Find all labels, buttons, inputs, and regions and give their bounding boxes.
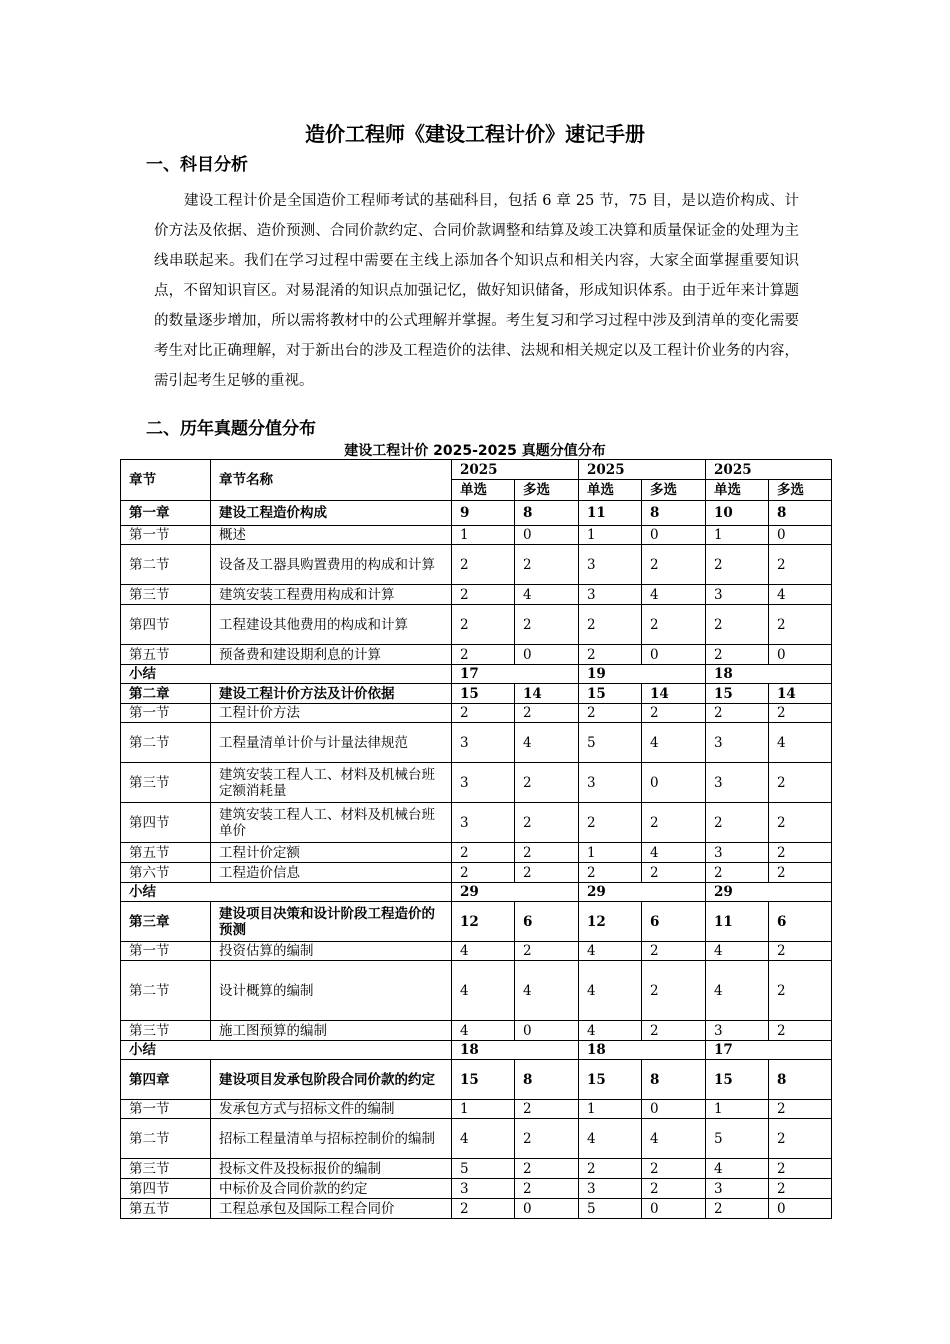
chapter-cell: 第五节 xyxy=(121,1199,211,1219)
table-row xyxy=(121,645,832,665)
score-cell: 2 xyxy=(579,645,642,665)
score-cell: 2 xyxy=(642,1179,706,1199)
score-cell: 4 xyxy=(452,1119,515,1159)
score-cell: 8 xyxy=(642,1060,706,1100)
chapter-name-cell: 设计概算的编制 xyxy=(211,961,452,1021)
score-cell: 2 xyxy=(769,704,832,723)
chapter-name-cell: 建设工程造价构成 xyxy=(211,501,452,526)
chapter-cell: 第四节 xyxy=(121,803,211,843)
chapter-name-cell: 建设工程计价方法及计价依据 xyxy=(211,684,452,704)
chapter-row xyxy=(121,684,832,704)
score-cell: 2 xyxy=(769,803,832,843)
score-cell: 0 xyxy=(642,1199,706,1219)
subtotal-row xyxy=(121,1041,832,1060)
header-chapter-name: 章节名称 xyxy=(211,460,452,501)
score-cell: 4 xyxy=(579,961,642,1021)
score-cell: 2 xyxy=(515,605,579,645)
table-row xyxy=(121,723,832,763)
subtotal-value: 29 xyxy=(706,883,832,902)
subtotal-value: 18 xyxy=(452,1041,579,1060)
score-cell: 2 xyxy=(706,1199,769,1219)
chapter-name-cell: 招标工程量清单与招标控制价的编制 xyxy=(211,1119,452,1159)
score-cell: 14 xyxy=(769,684,832,704)
score-cell: 2 xyxy=(769,843,832,863)
score-cell: 0 xyxy=(769,1199,832,1219)
chapter-row xyxy=(121,501,832,526)
score-cell: 2 xyxy=(642,1021,706,1041)
score-cell: 6 xyxy=(515,902,579,942)
chapter-name-cell: 工程计价方法 xyxy=(211,704,452,723)
score-cell: 10 xyxy=(706,501,769,526)
subtotal-label: 小结 xyxy=(121,883,452,902)
score-cell: 2 xyxy=(515,803,579,843)
score-cell: 2 xyxy=(515,1100,579,1119)
score-cell: 2 xyxy=(769,942,832,961)
score-cell: 4 xyxy=(642,1119,706,1159)
score-cell: 2 xyxy=(515,863,579,883)
chapter-cell: 第六节 xyxy=(121,863,211,883)
score-cell: 2 xyxy=(515,545,579,585)
chapter-cell: 第二章 xyxy=(121,684,211,704)
score-cell: 0 xyxy=(769,645,832,665)
score-cell: 2 xyxy=(452,545,515,585)
score-cell: 3 xyxy=(706,1179,769,1199)
score-cell: 2 xyxy=(642,605,706,645)
score-cell: 2 xyxy=(642,1159,706,1179)
chapter-cell: 第三节 xyxy=(121,585,211,605)
score-cell: 4 xyxy=(515,723,579,763)
chapter-name-cell: 建筑安装工程费用构成和计算 xyxy=(211,585,452,605)
score-cell: 3 xyxy=(706,843,769,863)
table-row xyxy=(121,704,832,723)
score-cell: 14 xyxy=(515,684,579,704)
table-row xyxy=(121,1159,832,1179)
score-cell: 6 xyxy=(769,902,832,942)
chapter-cell: 第三节 xyxy=(121,1159,211,1179)
table-row xyxy=(121,843,832,863)
score-cell: 2 xyxy=(642,942,706,961)
score-cell: 4 xyxy=(706,942,769,961)
header-multi-choice: 多选 xyxy=(642,480,706,501)
score-cell: 15 xyxy=(452,684,515,704)
score-cell: 2 xyxy=(769,1021,832,1041)
score-cell: 3 xyxy=(706,723,769,763)
score-cell: 2 xyxy=(579,803,642,843)
score-cell: 4 xyxy=(452,961,515,1021)
score-cell: 15 xyxy=(706,1060,769,1100)
score-cell: 2 xyxy=(452,605,515,645)
score-cell: 3 xyxy=(706,1021,769,1041)
score-cell: 5 xyxy=(579,723,642,763)
score-cell: 1 xyxy=(579,526,642,545)
score-cell: 4 xyxy=(452,942,515,961)
score-cell: 15 xyxy=(579,684,642,704)
score-cell: 2 xyxy=(579,1159,642,1179)
subtotal-row xyxy=(121,665,832,684)
score-cell: 3 xyxy=(452,803,515,843)
table-row xyxy=(121,961,832,1021)
score-cell: 1 xyxy=(706,1100,769,1119)
score-cell: 15 xyxy=(452,1060,515,1100)
table-row xyxy=(121,942,832,961)
score-cell: 2 xyxy=(769,1100,832,1119)
chapter-name-cell: 概述 xyxy=(211,526,452,545)
score-cell: 3 xyxy=(579,763,642,803)
score-cell: 3 xyxy=(452,723,515,763)
score-cell: 2 xyxy=(769,1119,832,1159)
score-cell: 2 xyxy=(452,1199,515,1219)
header-single-choice: 单选 xyxy=(579,480,642,501)
score-cell: 2 xyxy=(769,863,832,883)
score-cell: 0 xyxy=(769,526,832,545)
score-cell: 6 xyxy=(642,902,706,942)
score-cell: 4 xyxy=(579,942,642,961)
score-cell: 9 xyxy=(452,501,515,526)
table-row xyxy=(121,1179,832,1199)
score-cell: 2 xyxy=(515,1119,579,1159)
chapter-cell: 第一节 xyxy=(121,704,211,723)
score-cell: 2 xyxy=(642,961,706,1021)
header-multi-choice: 多选 xyxy=(769,480,832,501)
score-cell: 3 xyxy=(579,545,642,585)
score-cell: 4 xyxy=(579,1021,642,1041)
score-cell: 1 xyxy=(452,1100,515,1119)
score-cell: 5 xyxy=(452,1159,515,1179)
score-cell: 5 xyxy=(579,1199,642,1219)
score-cell: 2 xyxy=(642,545,706,585)
score-cell: 12 xyxy=(579,902,642,942)
score-cell: 4 xyxy=(706,1159,769,1179)
score-cell: 3 xyxy=(579,585,642,605)
header-year: 2025 xyxy=(579,460,706,480)
header-single-choice: 单选 xyxy=(452,480,515,501)
chapter-name-cell: 工程造价信息 xyxy=(211,863,452,883)
chapter-name-cell: 建筑安装工程人工、材料及机械台班单价 xyxy=(211,803,452,843)
score-cell: 8 xyxy=(515,1060,579,1100)
score-cell: 11 xyxy=(579,501,642,526)
score-cell: 0 xyxy=(642,763,706,803)
score-cell: 2 xyxy=(515,942,579,961)
chapter-name-cell: 施工图预算的编制 xyxy=(211,1021,452,1041)
score-cell: 4 xyxy=(515,961,579,1021)
subtotal-value: 18 xyxy=(706,665,832,684)
score-cell: 15 xyxy=(706,684,769,704)
score-cell: 4 xyxy=(515,585,579,605)
chapter-row xyxy=(121,902,832,942)
chapter-name-cell: 发承包方式与招标文件的编制 xyxy=(211,1100,452,1119)
table-row xyxy=(121,1119,832,1159)
score-cell: 2 xyxy=(706,645,769,665)
score-cell: 2 xyxy=(579,605,642,645)
subtotal-value: 17 xyxy=(452,665,579,684)
score-cell: 2 xyxy=(452,645,515,665)
score-cell: 2 xyxy=(515,1179,579,1199)
header-single-choice: 单选 xyxy=(706,480,769,501)
score-cell: 4 xyxy=(769,723,832,763)
chapter-cell: 第二节 xyxy=(121,1119,211,1159)
table-row xyxy=(121,1199,832,1219)
section-heading-subject-analysis: 一、科目分析 xyxy=(146,155,248,175)
score-cell: 0 xyxy=(515,645,579,665)
score-cell: 2 xyxy=(642,704,706,723)
subtotal-label: 小结 xyxy=(121,1041,452,1060)
subtotal-value: 29 xyxy=(452,883,579,902)
chapter-name-cell: 预备费和建设期利息的计算 xyxy=(211,645,452,665)
score-cell: 4 xyxy=(642,585,706,605)
score-cell: 2 xyxy=(706,605,769,645)
subtotal-value: 17 xyxy=(706,1041,832,1060)
score-cell: 4 xyxy=(579,1119,642,1159)
score-cell: 0 xyxy=(515,1199,579,1219)
score-cell: 2 xyxy=(452,863,515,883)
score-cell: 3 xyxy=(452,1179,515,1199)
score-cell: 2 xyxy=(515,843,579,863)
score-cell: 8 xyxy=(515,501,579,526)
score-cell: 2 xyxy=(452,843,515,863)
chapter-name-cell: 工程量清单计价与计量法律规范 xyxy=(211,723,452,763)
chapter-cell: 第二节 xyxy=(121,723,211,763)
chapter-name-cell: 工程建设其他费用的构成和计算 xyxy=(211,605,452,645)
chapter-cell: 第三章 xyxy=(121,902,211,942)
score-cell: 12 xyxy=(452,902,515,942)
score-cell: 11 xyxy=(706,902,769,942)
score-cell: 8 xyxy=(769,501,832,526)
chapter-name-cell: 投资估算的编制 xyxy=(211,942,452,961)
page-title: 造价工程师《建设工程计价》速记手册 xyxy=(305,122,645,146)
subtotal-value: 18 xyxy=(579,1041,706,1060)
chapter-cell: 第二节 xyxy=(121,545,211,585)
score-cell: 4 xyxy=(452,1021,515,1041)
subtotal-label: 小结 xyxy=(121,665,452,684)
score-cell: 4 xyxy=(769,585,832,605)
table-row xyxy=(121,1021,832,1041)
table-row xyxy=(121,763,832,803)
score-cell: 2 xyxy=(769,1179,832,1199)
chapter-name-cell: 建筑安装工程人工、材料及机械台班定额消耗量 xyxy=(211,763,452,803)
score-cell: 2 xyxy=(579,863,642,883)
chapter-cell: 第一章 xyxy=(121,501,211,526)
score-cell: 2 xyxy=(769,605,832,645)
score-cell: 2 xyxy=(515,704,579,723)
subtotal-value: 29 xyxy=(579,883,706,902)
score-cell: 2 xyxy=(706,704,769,723)
chapter-name-cell: 建设项目发承包阶段合同价款的约定 xyxy=(211,1060,452,1100)
score-cell: 5 xyxy=(706,1119,769,1159)
score-cell: 2 xyxy=(452,704,515,723)
header-multi-choice: 多选 xyxy=(515,480,579,501)
score-table xyxy=(120,459,832,1219)
score-cell: 1 xyxy=(579,843,642,863)
score-cell: 0 xyxy=(515,526,579,545)
score-cell: 3 xyxy=(579,1179,642,1199)
score-cell: 2 xyxy=(769,545,832,585)
chapter-name-cell: 设备及工器具购置费用的构成和计算 xyxy=(211,545,452,585)
chapter-cell: 第五节 xyxy=(121,843,211,863)
score-cell: 14 xyxy=(642,684,706,704)
score-cell: 15 xyxy=(579,1060,642,1100)
subtotal-row xyxy=(121,883,832,902)
score-cell: 2 xyxy=(769,763,832,803)
score-cell: 2 xyxy=(642,803,706,843)
chapter-cell: 第四节 xyxy=(121,1179,211,1199)
score-cell: 2 xyxy=(706,803,769,843)
score-cell: 2 xyxy=(706,545,769,585)
score-cell: 8 xyxy=(769,1060,832,1100)
score-cell: 1 xyxy=(452,526,515,545)
chapter-cell: 第四节 xyxy=(121,605,211,645)
chapter-cell: 第二节 xyxy=(121,961,211,1021)
header-year: 2025 xyxy=(706,460,832,480)
score-cell: 2 xyxy=(579,704,642,723)
table-row xyxy=(121,605,832,645)
header-year: 2025 xyxy=(452,460,579,480)
header-chapter: 章节 xyxy=(121,460,211,501)
table-row xyxy=(121,1100,832,1119)
chapter-cell: 第三节 xyxy=(121,1021,211,1041)
score-cell: 2 xyxy=(515,763,579,803)
score-cell: 4 xyxy=(642,843,706,863)
table-row xyxy=(121,526,832,545)
chapter-cell: 第一节 xyxy=(121,526,211,545)
section-heading-score-distribution: 二、历年真题分值分布 xyxy=(146,419,316,439)
table-row xyxy=(121,545,832,585)
score-cell: 2 xyxy=(769,1159,832,1179)
score-cell: 4 xyxy=(642,723,706,763)
subject-analysis-paragraph: 建设工程计价是全国造价工程师考试的基础科目，包括 6 章 25 节，75 目，是以造价构成、计价方法及依据、造价预测、合同价款约定、合同价款调整和结算及竣工决算和质量保证金的处理为主线串联起来。我们在学习过程中需要在主线上添加各个知识点和相关内容，大家全面掌握重要知识点，不留知识盲区。对易混淆的知识点加强记忆，做好知识储备，形成知识体系。由于近年来计算题的数量逐步增加，所以需将教材中的公式理解并掌握。考生复习和学习过程中涉及到清单的变化需要考生对比正确理解，对于新出台的涉及工程造价的法律、法规和相关规定以及工程计价业务的内容，需引起考生足够的重视。 xyxy=(154,193,799,389)
score-cell: 2 xyxy=(769,961,832,1021)
score-cell: 0 xyxy=(642,1100,706,1119)
chapter-cell: 第三节 xyxy=(121,763,211,803)
score-cell: 1 xyxy=(579,1100,642,1119)
score-cell: 0 xyxy=(642,526,706,545)
chapter-cell: 第一节 xyxy=(121,1100,211,1119)
chapter-name-cell: 建设项目决策和设计阶段工程造价的预测 xyxy=(211,902,452,942)
chapter-cell: 第五节 xyxy=(121,645,211,665)
chapter-name-cell: 工程计价定额 xyxy=(211,843,452,863)
score-cell: 3 xyxy=(452,763,515,803)
score-cell: 3 xyxy=(706,585,769,605)
chapter-row xyxy=(121,1060,832,1100)
score-cell: 1 xyxy=(706,526,769,545)
table-row xyxy=(121,585,832,605)
table-row xyxy=(121,803,832,843)
score-cell: 2 xyxy=(706,863,769,883)
chapter-name-cell: 中标价及合同价款的约定 xyxy=(211,1179,452,1199)
chapter-name-cell: 工程总承包及国际工程合同价 xyxy=(211,1199,452,1219)
score-cell: 2 xyxy=(452,585,515,605)
score-cell: 3 xyxy=(706,763,769,803)
score-cell: 0 xyxy=(642,645,706,665)
score-cell: 2 xyxy=(515,1159,579,1179)
subtotal-value: 19 xyxy=(579,665,706,684)
score-cell: 4 xyxy=(706,961,769,1021)
table-caption: 建设工程计价 2025-2025 真题分值分布 xyxy=(344,443,606,459)
score-cell: 8 xyxy=(642,501,706,526)
score-cell: 0 xyxy=(515,1021,579,1041)
table-row xyxy=(121,863,832,883)
chapter-name-cell: 投标文件及投标报价的编制 xyxy=(211,1159,452,1179)
chapter-cell: 第四章 xyxy=(121,1060,211,1100)
chapter-cell: 第一节 xyxy=(121,942,211,961)
score-cell: 2 xyxy=(642,863,706,883)
